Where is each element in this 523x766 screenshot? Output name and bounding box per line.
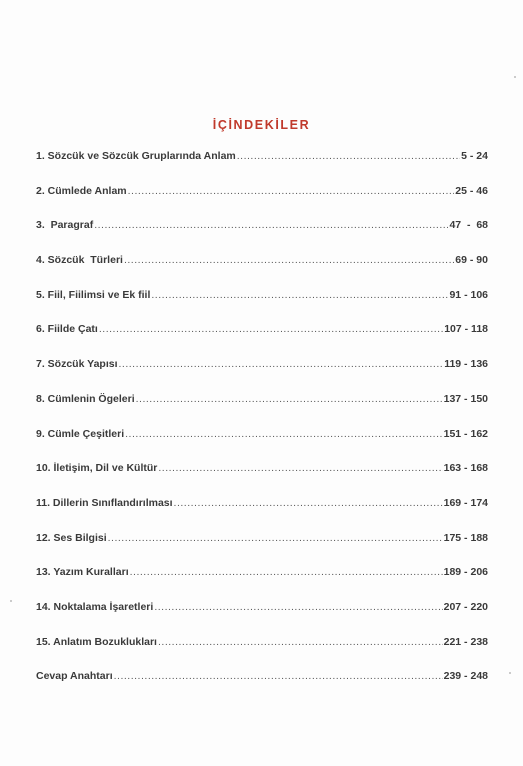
dot-leader: [151, 289, 448, 301]
toc-entry-label: Cevap Anahtarı: [36, 670, 113, 683]
toc-entry: [36, 323, 488, 358]
toc-entry-pages: 47 - 68: [449, 219, 488, 232]
toc-entry-label: 2. Cümlede Anlam: [36, 184, 127, 197]
toc-entry-pages: 221 - 238: [443, 635, 488, 648]
table-of-contents: [36, 150, 488, 705]
toc-entry-pages: 137 - 150: [443, 392, 488, 405]
toc-entry-pages: 169 - 174: [443, 496, 488, 509]
dot-leader: [158, 462, 442, 474]
toc-entry-label: 6. Fiilde Çatı: [36, 323, 98, 336]
toc-entry-pages: 69 - 90: [455, 254, 488, 267]
dot-leader: [125, 428, 443, 440]
toc-entry-label: 14. Noktalama İşaretleri: [36, 600, 154, 613]
toc-entry-pages: 175 - 188: [443, 531, 488, 544]
toc-entry: [36, 428, 488, 463]
dot-leader: [154, 601, 442, 613]
toc-entry: [36, 393, 488, 428]
dot-leader: [130, 566, 443, 578]
dot-leader: [158, 636, 443, 648]
dot-leader: [136, 393, 443, 405]
dot-leader: [99, 323, 443, 335]
toc-entry-label: 8. Cümlenin Ögeleri: [36, 392, 135, 405]
toc-entry-pages: 25 - 46: [455, 184, 488, 197]
dot-leader: [124, 254, 454, 266]
toc-entry-pages: 163 - 168: [443, 462, 488, 475]
toc-entry-label: 10. İletişim, Dil ve Kültür: [36, 462, 158, 475]
toc-entry-label: 13. Yazım Kuralları: [36, 566, 129, 579]
toc-entry-pages: 239 - 248: [443, 670, 488, 683]
toc-entry-pages: 151 - 162: [443, 427, 488, 440]
dot-leader: [237, 150, 460, 162]
dot-leader: [128, 185, 455, 197]
toc-entry: [36, 670, 488, 705]
toc-entry: [36, 254, 488, 289]
toc-entry: [36, 462, 488, 497]
toc-entry-pages: 119 - 136: [444, 358, 488, 371]
dot-leader: [94, 219, 448, 231]
toc-entry-label: 15. Anlatım Bozuklukları: [36, 635, 157, 648]
toc-entry-pages: 5 - 24: [461, 150, 488, 162]
toc-entry: [36, 497, 488, 532]
toc-entry: [36, 219, 488, 254]
toc-entry: [36, 601, 488, 636]
toc-entry: [36, 289, 488, 324]
dot-leader: [108, 532, 443, 544]
toc-entry: [36, 358, 488, 393]
toc-entry-pages: 91 - 106: [449, 288, 488, 301]
toc-entry-label: 5. Fiil, Fiilimsi ve Ek fiil: [36, 288, 151, 301]
toc-entry: [36, 185, 488, 220]
toc-entry-label: 7. Sözcük Yapısı: [36, 358, 118, 371]
toc-entry-label: 12. Ses Bilgisi: [36, 531, 107, 544]
toc-entry-pages: 107 - 118: [444, 323, 488, 336]
page-title: İÇİNDEKİLER: [212, 118, 311, 132]
dot-leader: [119, 358, 444, 370]
dot-leader: [174, 497, 443, 509]
dot-leader: [114, 670, 443, 682]
toc-entry: [36, 636, 488, 671]
toc-entry: [36, 566, 488, 601]
toc-entry-label: 3. Paragraf: [36, 219, 94, 232]
toc-entry: [36, 150, 488, 185]
toc-entry-label: 4. Sözcük Türleri: [36, 254, 123, 267]
toc-entry-pages: 207 - 220: [443, 600, 488, 613]
toc-entry-label: 11. Dillerin Sınıflandırılması: [36, 496, 173, 509]
toc-entry-label: 9. Cümle Çeşitleri: [36, 427, 125, 440]
toc-entry-pages: 189 - 206: [443, 566, 488, 579]
toc-entry: [36, 532, 488, 567]
toc-entry-label: 1. Sözcük ve Sözcük Gruplarında Anlam: [36, 150, 236, 162]
